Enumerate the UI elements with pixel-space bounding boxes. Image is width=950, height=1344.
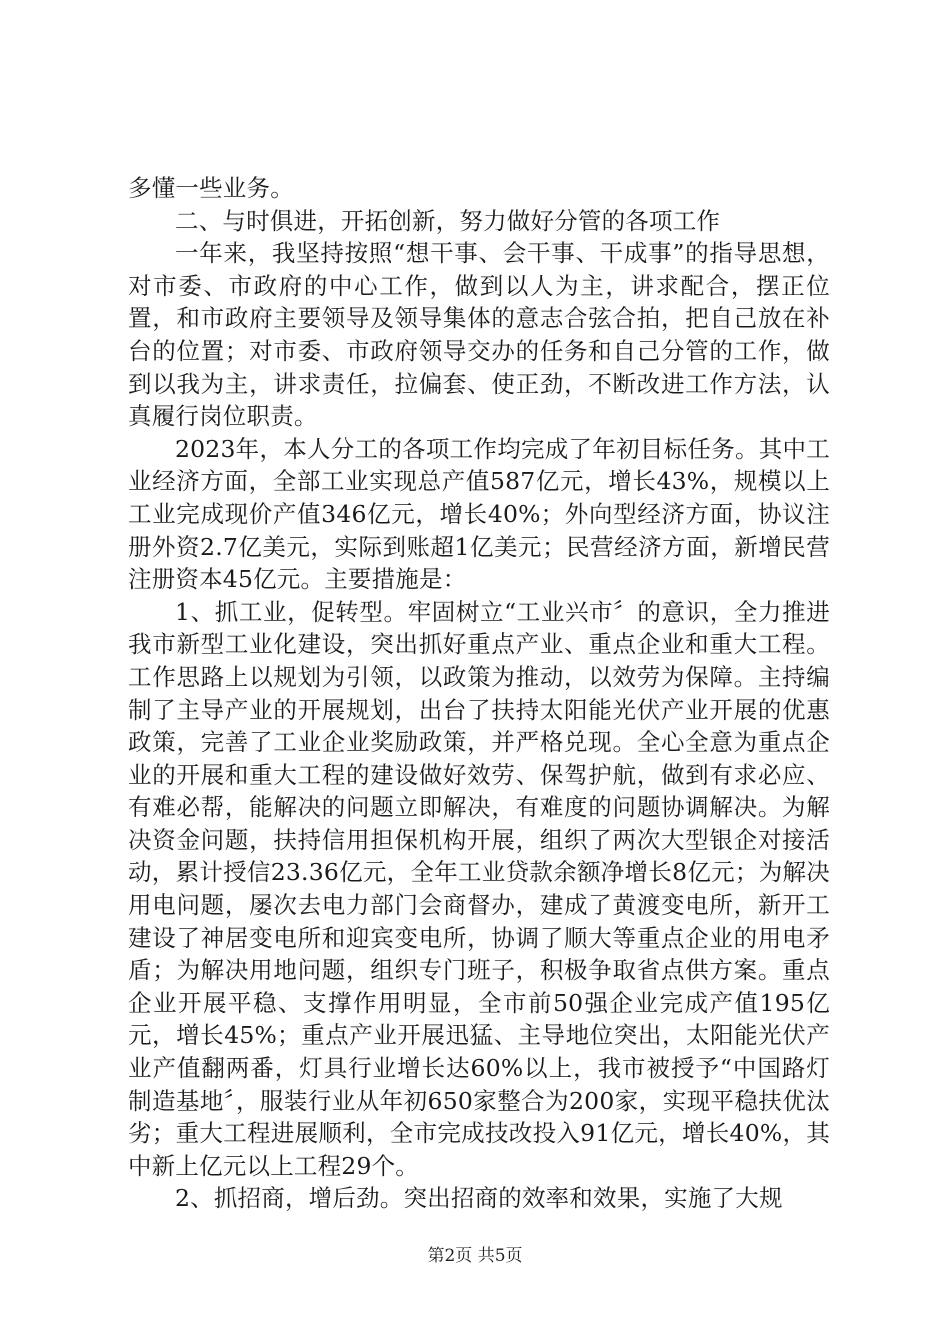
paragraph: 1、抓工业，促转型。牢固树立“工业兴市〞的意识，全力推进我市新型工业化建设，突出抓好重点产业、重点企业和重大工程。工作思路上以规划为引领，以政策为推动，以效劳为保障。主持编制了主导产业的开展规划，出台了扶持太阳能光伏产业开展的优惠政策，完善了工业企业奖励政策，并严格兑现。全心全意为重点企业的开展和重大工程的建设做好效劳、保驾护航，做到有求必应、有难必帮，能解决的问题立即解决，有难度的问题协调解决。为解决资金问题，扶持信用担保机构开展，组织了两次大型银企对接活动，累计授信23.36亿元，全年工业贷款余额净增长8亿元；为解决用电问题，屡次去电力部门会商督办，建成了黄渡变电所，新开工建设了神居变电所和迎宾变电所，协调了顺大等重点企业的用电矛盾；为解决用地问题，组织专门班子，积极争取省点供方案。重点企业开展平稳、支撑作用明显，全市前50强企业完成产值195亿元，增长45%；重点产业开展迅猛、主导地位突出，太阳能光伏产业产值翻两番，灯具行业增长达60%以上，我市被授予“中国路灯制造基地〞，服装行业从年初650家整合为200家，实现平稳扶优汰劣；重大工程进展顺利，全市完成技改投入91亿元，增长40%，其中新上亿元以上工程29个。: [128, 597, 830, 1180]
paragraph: 一年来，我坚持按照“想干事、会干事、干成事”的指导思想，对市委、市政府的中心工作，做到以人为主，讲求配合，摆正位置，和市政府主要领导及领导集体的意志合弦合拍，把自己放在补台的位置；对市委、市政府领导交办的任务和自己分管的工作，做到以我为主，讲求责任，拉偏套、使正劲，不断改进工作方法，认真履行岗位职责。: [128, 239, 830, 431]
document-body: [128, 172, 830, 1215]
paragraph: 2、抓招商，增后劲。突出招商的效率和效果，实施了大规: [175, 1184, 783, 1213]
paragraph: 多懂一些业务。: [128, 174, 294, 202]
section-heading: 二、与时俱进，开拓创新，努力做好分管的各项工作: [175, 206, 721, 235]
paragraph: 2023年，本人分工的各项工作均完成了年初目标任务。其中工业经济方面，全部工业实现总产值587亿元，增长43%，规模以上工业完成现价产值346亿元，增长40%；外向型经济方面，协议注册外资2.7亿美元，实际到账超1亿美元；民营经济方面，新增民营注册资本45亿元。主要措施是：: [128, 434, 830, 594]
page-number-footer: 第2页 共5页: [427, 1246, 523, 1266]
